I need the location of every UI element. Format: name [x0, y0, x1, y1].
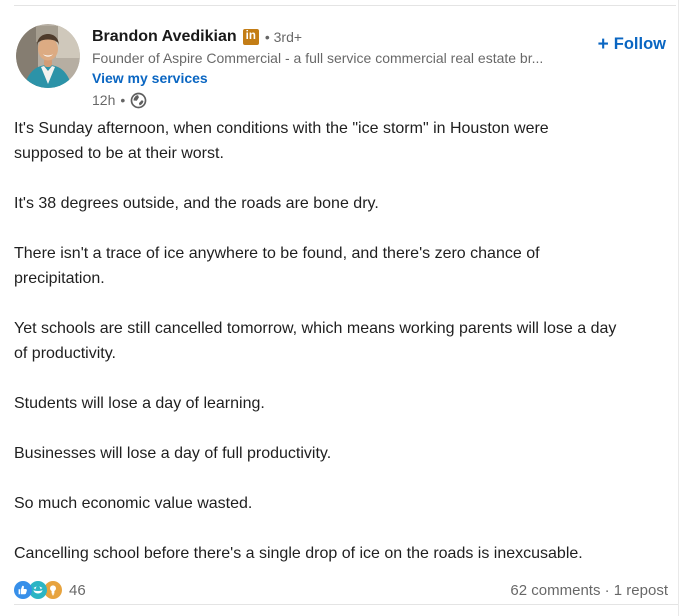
- avatar-photo: [16, 24, 80, 88]
- post-paragraph: Students will lose a day of learning.: [14, 395, 265, 412]
- post-paragraph: It's Sunday afternoon, when conditions with the "ice storm" in Houston were supposed to be at their worst.: [14, 120, 549, 162]
- reactions-summary[interactable]: [14, 581, 86, 599]
- post-paragraph: Yet schools are still cancelled tomorrow, which means working parents will lose a day of productivity.: [14, 320, 617, 362]
- post-body: [14, 116, 619, 591]
- top-separator: [14, 5, 676, 6]
- author-name[interactable]: Brandon Avedikian: [92, 28, 237, 45]
- post-paragraph: Businesses will lose a day of full productivity.: [14, 445, 332, 462]
- meta-separator-dot: •: [120, 92, 126, 108]
- like-reaction-icon: [14, 581, 32, 599]
- comments-reposts[interactable]: 62 comments · 1 repost: [510, 581, 668, 599]
- reactions-count[interactable]: 46: [69, 581, 86, 599]
- post-meta-row: [92, 91, 578, 109]
- globe-public-icon: [130, 92, 147, 109]
- social-counts-bar: [14, 578, 668, 602]
- author-info: [92, 27, 578, 109]
- post-timestamp: 12h: [92, 92, 116, 108]
- plus-icon: +: [597, 33, 609, 55]
- linkedin-premium-badge-icon: in: [243, 29, 259, 45]
- author-headline: Founder of Aspire Commercial - a full service commercial real estate br...: [92, 50, 544, 66]
- author-name-row: [92, 27, 578, 47]
- post-paragraph: It's 38 degrees outside, and the roads are bone dry.: [14, 195, 379, 212]
- post-paragraph: Cancelling school before there's a single drop of ice on the roads is inexcusable.: [14, 545, 583, 562]
- post-paragraph: So much economic value wasted.: [14, 495, 253, 512]
- avatar[interactable]: [16, 24, 80, 88]
- connection-degree: • 3rd+: [264, 29, 303, 45]
- view-services-link[interactable]: View my services: [92, 70, 208, 86]
- card-right-border: [678, 0, 679, 616]
- bottom-separator: [14, 604, 678, 605]
- post-paragraph: There isn't a trace of ice anywhere to be found, and there's zero chance of precipitation.: [14, 245, 540, 287]
- follow-button[interactable]: [594, 33, 670, 56]
- follow-label: Follow: [613, 35, 666, 53]
